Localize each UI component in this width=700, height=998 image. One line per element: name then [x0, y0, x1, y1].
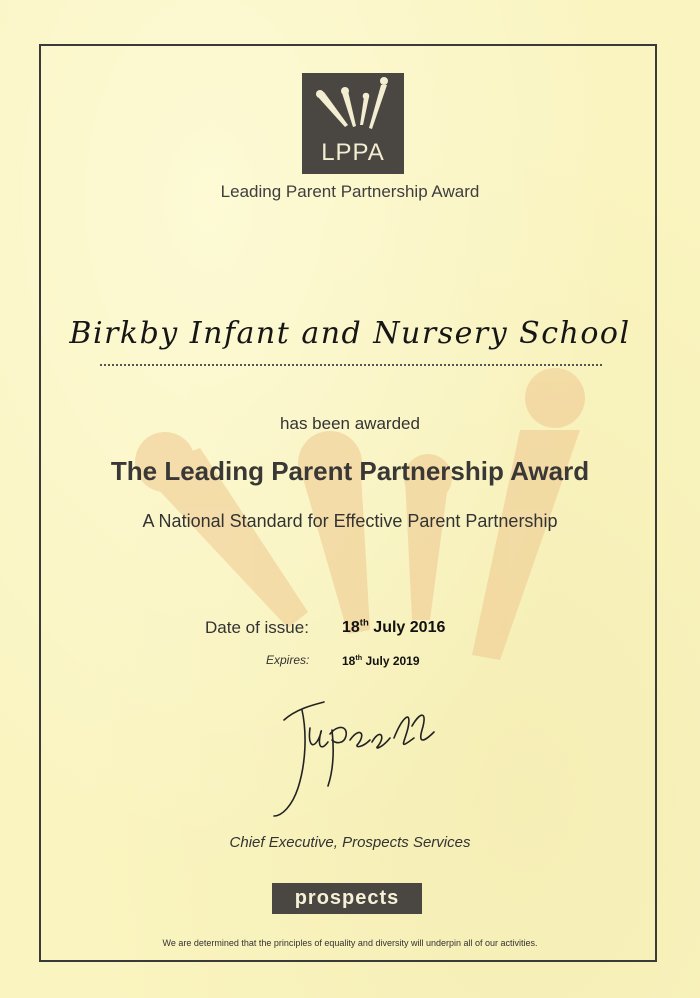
- recipient-dotted-line: [100, 364, 602, 366]
- standard-text: A National Standard for Effective Parent Partnership: [142, 511, 558, 531]
- lppa-logo-text: LPPA: [321, 139, 385, 166]
- prospects-logo: prospects: [272, 883, 422, 914]
- lppa-rays-icon: [302, 73, 404, 143]
- issue-date-label: Date of issue:: [205, 618, 309, 637]
- expiry-date-label: Expires:: [266, 653, 310, 667]
- signature: [262, 688, 437, 828]
- awarded-text: has been awarded: [280, 414, 420, 433]
- signatory-role: Chief Executive, Prospects Services: [229, 834, 471, 851]
- award-name-subtitle: Leading Parent Partnership Award: [220, 182, 480, 201]
- award-title: The Leading Parent Partnership Award: [110, 456, 590, 486]
- equality-statement: We are determined that the principles of equality and diversity will underpin all of our activities.: [162, 938, 538, 948]
- expiry-date-value: 18th July 2019: [342, 653, 420, 668]
- recipient-name: Birkby Infant and Nursery School: [69, 316, 631, 351]
- issue-date-value: 18th July 2016: [342, 617, 446, 636]
- lppa-logo: [302, 73, 404, 174]
